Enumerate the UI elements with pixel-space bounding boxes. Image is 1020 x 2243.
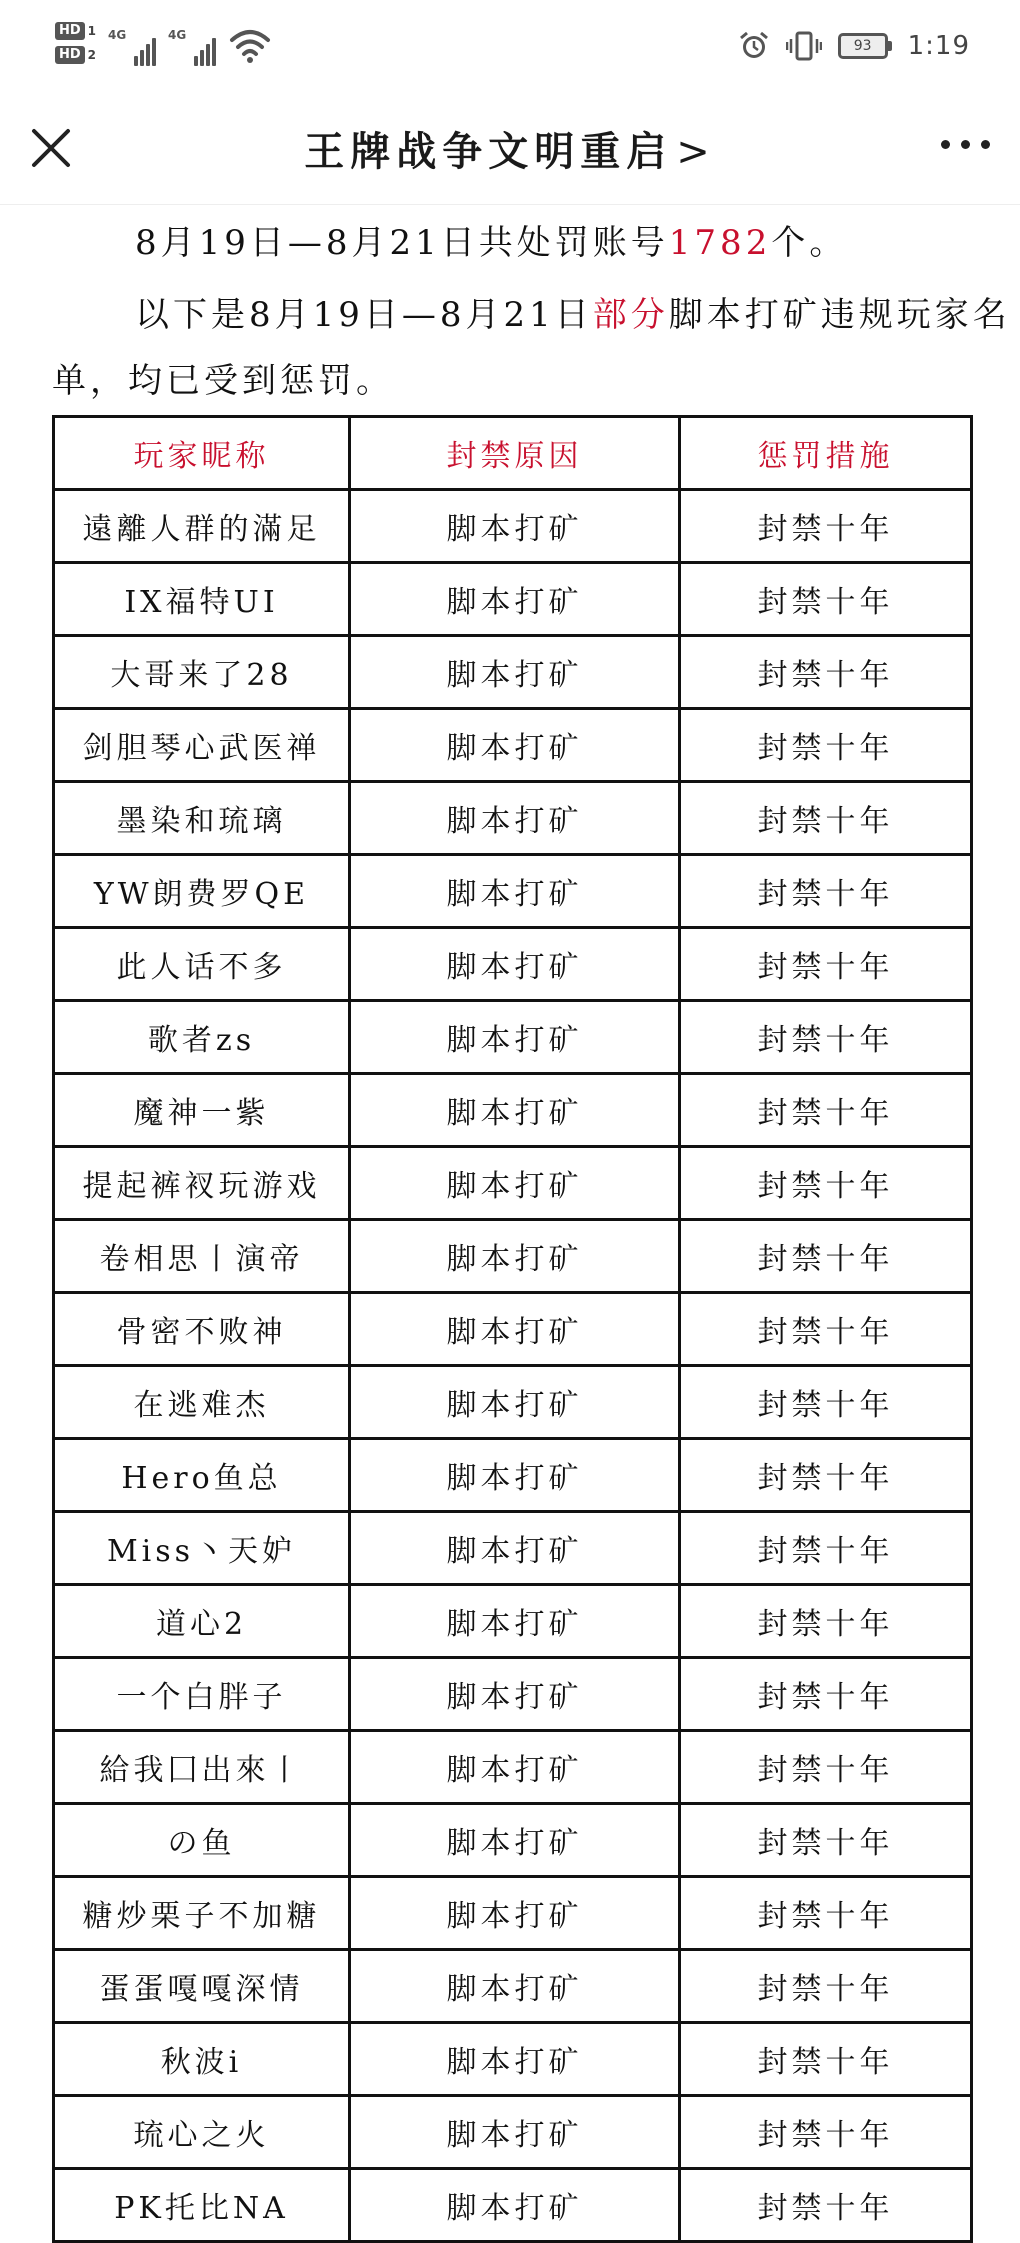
- account-title-link[interactable]: [0, 120, 1020, 177]
- sim2-indicator: [55, 46, 96, 64]
- penalty-cell: 封禁十年: [680, 563, 972, 636]
- ban-reason-cell: 脚本打矿: [350, 2023, 680, 2096]
- table-row: [54, 1950, 972, 2023]
- penalty-cell: 封禁十年: [680, 928, 972, 1001]
- penalty-cell: 封禁十年: [680, 1585, 972, 1658]
- signal-icon: [108, 22, 156, 66]
- chevron-right-icon: >: [676, 129, 716, 175]
- summary-prefix: 8月19日—8月21日共处罚账号: [135, 223, 669, 263]
- player-name-cell: 大哥来了28: [54, 636, 350, 709]
- intro-paragraph-line2: 单，均已受到惩罚。: [52, 361, 394, 401]
- sim-indicators: [55, 22, 96, 64]
- player-name-cell: 蛋蛋嘎嘎深情: [54, 1950, 350, 2023]
- ban-list-table: [52, 415, 973, 2243]
- penalty-cell: 封禁十年: [680, 2096, 972, 2169]
- hd-badge-2: HD: [55, 46, 85, 64]
- header-player-name: 玩家昵称: [54, 417, 350, 490]
- player-name-cell: の鱼: [54, 1804, 350, 1877]
- intro-paragraph-line1: [135, 287, 1011, 336]
- ban-reason-cell: 脚本打矿: [350, 1658, 680, 1731]
- player-name-cell: 一个白胖子: [54, 1658, 350, 1731]
- page-title: 王牌战争文明重启: [304, 128, 673, 175]
- intro-prefix: 以下是8月19日—8月21日: [135, 295, 593, 335]
- player-name-cell: 給我囗出來丨: [54, 1731, 350, 1804]
- penalty-cell: 封禁十年: [680, 1439, 972, 1512]
- sim1-indicator: [55, 22, 96, 40]
- ban-reason-cell: 脚本打矿: [350, 2096, 680, 2169]
- status-left: [55, 22, 272, 66]
- penalty-cell: 封禁十年: [680, 1147, 972, 1220]
- ban-reason-cell: 脚本打矿: [350, 1512, 680, 1585]
- table-row: [54, 1147, 972, 1220]
- penalty-cell: 封禁十年: [680, 1512, 972, 1585]
- player-name-cell: 卷相思丨演帝: [54, 1220, 350, 1293]
- status-bar: [0, 0, 1020, 100]
- sim2-number: 2: [87, 48, 97, 62]
- player-name-cell: 道心2: [54, 1585, 350, 1658]
- penalty-cell: 封禁十年: [680, 1220, 972, 1293]
- penalty-cell: 封禁十年: [680, 490, 972, 563]
- player-name-cell: 魔神一紫: [54, 1074, 350, 1147]
- ban-reason-cell: 脚本打矿: [350, 490, 680, 563]
- player-name-cell: 骨密不败神: [54, 1293, 350, 1366]
- penalty-cell: 封禁十年: [680, 1658, 972, 1731]
- table-row: [54, 782, 972, 855]
- hd-badge-1: HD: [55, 22, 85, 40]
- player-name-cell: 遠離人群的滿足: [54, 490, 350, 563]
- penalty-cell: 封禁十年: [680, 1950, 972, 2023]
- ban-reason-cell: 脚本打矿: [350, 1147, 680, 1220]
- banned-count: 1782: [668, 223, 772, 263]
- battery-icon: [838, 33, 892, 59]
- player-name-cell: 提起裤衩玩游戏: [54, 1147, 350, 1220]
- table-row: [54, 1585, 972, 1658]
- wifi-icon: [228, 22, 272, 66]
- table-row: [54, 636, 972, 709]
- table-row: [54, 2096, 972, 2169]
- player-name-cell: 剑胆琴心武医禅: [54, 709, 350, 782]
- status-right: [738, 30, 970, 62]
- player-name-cell: YW朗费罗QE: [54, 855, 350, 928]
- penalty-cell: 封禁十年: [680, 2023, 972, 2096]
- network-type-2: 4G: [168, 28, 187, 42]
- player-name-cell: IX福特UI: [54, 563, 350, 636]
- signal-icon: [168, 22, 216, 66]
- table-row: [54, 1293, 972, 1366]
- clock: 1:19: [907, 31, 970, 61]
- table-row: [54, 1220, 972, 1293]
- table-row: [54, 928, 972, 1001]
- header-penalty: 惩罚措施: [680, 417, 972, 490]
- table-row: [54, 709, 972, 782]
- vibrate-icon: [786, 30, 822, 62]
- penalty-cell: 封禁十年: [680, 1074, 972, 1147]
- battery-level: 93: [838, 33, 888, 59]
- summary-paragraph: [135, 215, 847, 264]
- table-row: [54, 1804, 972, 1877]
- player-name-cell: 歌者zs: [54, 1001, 350, 1074]
- table-row: [54, 1877, 972, 1950]
- ban-reason-cell: 脚本打矿: [350, 563, 680, 636]
- ban-reason-cell: 脚本打矿: [350, 1001, 680, 1074]
- ban-reason-cell: 脚本打矿: [350, 928, 680, 1001]
- player-name-cell: 秋波i: [54, 2023, 350, 2096]
- table-row: [54, 490, 972, 563]
- penalty-cell: 封禁十年: [680, 1877, 972, 1950]
- summary-suffix: 个。: [771, 223, 848, 263]
- table-row: [54, 1658, 972, 1731]
- ban-reason-cell: 脚本打矿: [350, 1366, 680, 1439]
- penalty-cell: 封禁十年: [680, 1804, 972, 1877]
- player-name-cell: 墨染和琉璃: [54, 782, 350, 855]
- player-name-cell: 在逃难杰: [54, 1366, 350, 1439]
- player-name-cell: PK托比NA: [54, 2169, 350, 2242]
- ban-reason-cell: 脚本打矿: [350, 1074, 680, 1147]
- player-name-cell: 糖炒栗子不加糖: [54, 1877, 350, 1950]
- table-row: [54, 1074, 972, 1147]
- player-name-cell: 此人话不多: [54, 928, 350, 1001]
- sim1-number: 1: [87, 24, 97, 38]
- ban-reason-cell: 脚本打矿: [350, 1950, 680, 2023]
- table-row: [54, 1731, 972, 1804]
- ban-reason-cell: 脚本打矿: [350, 855, 680, 928]
- ban-reason-cell: 脚本打矿: [350, 1439, 680, 1512]
- intro-highlight: 部分: [592, 295, 669, 335]
- ban-reason-cell: 脚本打矿: [350, 1585, 680, 1658]
- penalty-cell: 封禁十年: [680, 636, 972, 709]
- more-icon[interactable]: [941, 140, 990, 149]
- table-row: [54, 1001, 972, 1074]
- ban-reason-cell: 脚本打矿: [350, 2169, 680, 2242]
- table-row: [54, 2023, 972, 2096]
- table-row: [54, 1366, 972, 1439]
- penalty-cell: 封禁十年: [680, 1293, 972, 1366]
- table-row: [54, 563, 972, 636]
- intro-suffix: 脚本打矿违规玩家名: [668, 295, 1011, 335]
- penalty-cell: 封禁十年: [680, 2169, 972, 2242]
- penalty-cell: 封禁十年: [680, 782, 972, 855]
- ban-reason-cell: 脚本打矿: [350, 1220, 680, 1293]
- penalty-cell: 封禁十年: [680, 1731, 972, 1804]
- player-name-cell: Hero鱼总: [54, 1439, 350, 1512]
- table-header-row: [54, 417, 972, 490]
- network-type-1: 4G: [108, 28, 127, 42]
- penalty-cell: 封禁十年: [680, 1366, 972, 1439]
- ban-reason-cell: 脚本打矿: [350, 709, 680, 782]
- ban-reason-cell: 脚本打矿: [350, 1877, 680, 1950]
- alarm-icon: [738, 30, 770, 62]
- ban-reason-cell: 脚本打矿: [350, 636, 680, 709]
- table-row: [54, 2169, 972, 2242]
- ban-reason-cell: 脚本打矿: [350, 1293, 680, 1366]
- table-row: [54, 1439, 972, 1512]
- player-name-cell: Miss丶天妒: [54, 1512, 350, 1585]
- penalty-cell: 封禁十年: [680, 855, 972, 928]
- table-row: [54, 855, 972, 928]
- ban-list-body: [54, 490, 972, 2242]
- header-ban-reason: 封禁原因: [350, 417, 680, 490]
- nav-bar: [0, 100, 1020, 205]
- penalty-cell: 封禁十年: [680, 1001, 972, 1074]
- player-name-cell: 琉心之火: [54, 2096, 350, 2169]
- penalty-cell: 封禁十年: [680, 709, 972, 782]
- ban-reason-cell: 脚本打矿: [350, 1804, 680, 1877]
- ban-reason-cell: 脚本打矿: [350, 1731, 680, 1804]
- ban-reason-cell: 脚本打矿: [350, 782, 680, 855]
- table-row: [54, 1512, 972, 1585]
